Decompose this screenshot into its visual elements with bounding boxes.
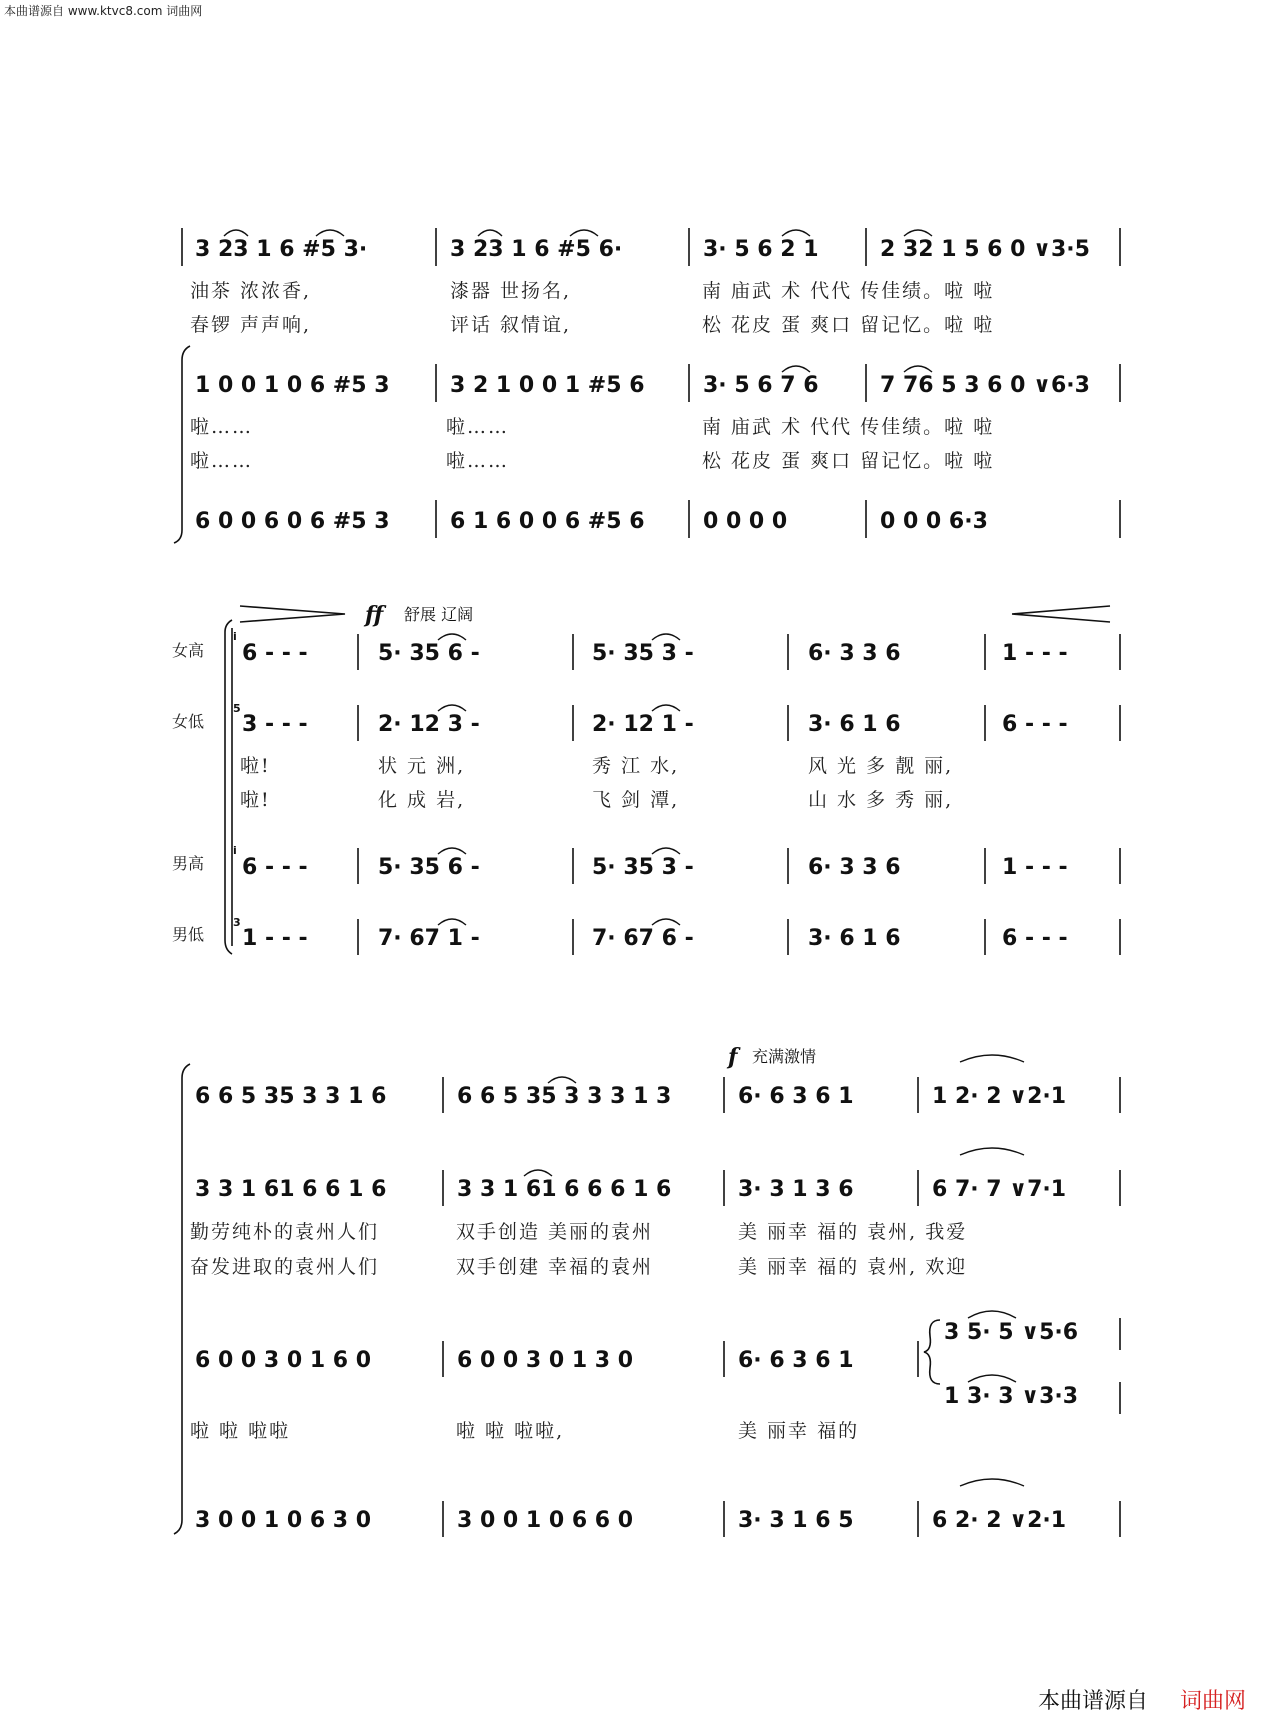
s1-r3-m1: 6 0 0 6 0 6 #5 3 xyxy=(195,509,390,534)
s1-ly1b-m2: 评话 叙情谊, xyxy=(450,314,572,336)
s3-lyr-r3-m3: 美 丽幸 福的 xyxy=(738,1420,860,1442)
s3-r1-m3: 6· 6 3 6 1 xyxy=(738,1084,854,1109)
s2-sop-octave-mark: i xyxy=(233,630,237,643)
s1-ly1a-m2: 漆器 世扬名, xyxy=(450,280,572,302)
s3-r3-m1: 6 0 0 3 0 1 6 0 xyxy=(195,1348,372,1373)
s2-lyr-b-m3: 飞 剑 潭, xyxy=(592,789,680,811)
s2-lyr-a-m2: 状 元 洲, xyxy=(378,755,466,777)
s3-r2-m1: 3 3 1 61 6 6 1 6 xyxy=(195,1177,387,1202)
s1-ly2a-m2: 啦…… xyxy=(446,416,510,438)
s2-bass-m5: 6 - - - xyxy=(1002,926,1068,951)
s2-ten-m3: 5· 35 3 - xyxy=(592,855,694,880)
s3-lyr-r3-m2: 啦 啦 啦啦, xyxy=(456,1420,565,1442)
part-label-bass: 男低 xyxy=(172,925,205,944)
s2-bass-m4: 3· 6 1 6 xyxy=(808,926,901,951)
s1-r1-m2: 3 23 1 6 #5 6· xyxy=(450,237,623,262)
footer-source-text: 本曲谱源自 xyxy=(1038,1689,1149,1714)
s2-ten-m1: 6 - - - xyxy=(242,855,308,880)
s3-lyr-a-m2: 双手创造 美丽的袁州 xyxy=(456,1221,654,1243)
system-bracket-top xyxy=(182,346,190,360)
tie xyxy=(968,1311,1016,1318)
s3-r4-m3: 3· 3 1 6 5 xyxy=(738,1508,854,1533)
system-bracket xyxy=(174,1078,182,1534)
s3-divisi-upper: 3 5· 5 ∨5·6 xyxy=(944,1320,1079,1345)
s1-ly2b-m2: 啦…… xyxy=(446,450,510,472)
tie xyxy=(960,1479,1024,1486)
s1-ly2a-m34: 南 庙武 术 代代 传佳绩。啦 啦 xyxy=(702,416,995,438)
part-label-sop: 女高 xyxy=(172,641,205,660)
s2-alto-m5: 6 - - - xyxy=(1002,712,1068,737)
s1-r2-m3: 3· 5 6 7 6 xyxy=(703,373,819,398)
slur xyxy=(438,705,466,711)
s2-lyr-a-m3: 秀 江 水, xyxy=(592,755,680,777)
tie xyxy=(968,1375,1016,1382)
slur xyxy=(316,230,344,236)
s1-r3-m3: 0 0 0 0 xyxy=(703,509,788,534)
s2-lyr-a-m1: 啦! xyxy=(240,755,271,777)
slur xyxy=(782,230,810,236)
s1-ly2b-m1: 啦…… xyxy=(190,450,254,472)
decrescendo-hairpin xyxy=(1012,606,1110,622)
crescendo-hairpin xyxy=(240,606,345,622)
s2-ten-m4: 6· 3 3 6 xyxy=(808,855,901,880)
slur xyxy=(438,634,466,640)
slur xyxy=(478,230,502,236)
slur xyxy=(570,230,598,236)
s2-sop-m2: 5· 35 6 - xyxy=(378,641,480,666)
s1-ly1a-m1: 油茶 浓浓香, xyxy=(190,280,312,302)
s2-bass-m1: 1 - - - xyxy=(242,926,308,951)
s2-alto-m3: 2· 12 1 - xyxy=(592,712,694,737)
s2-bass-pitch-mark: 3 xyxy=(233,916,241,929)
tie xyxy=(960,1055,1024,1062)
slur xyxy=(438,919,466,925)
s1-r1-m4: 2 32 1 5 6 0 ∨3·5 xyxy=(880,237,1090,262)
s1-r2-m2: 3 2 1 0 0 1 #5 6 xyxy=(450,373,645,398)
slur xyxy=(652,919,680,925)
s2-bass-m3: 7· 67 6 - xyxy=(592,926,694,951)
slur xyxy=(904,230,932,236)
s3-lyr-r3-m1: 啦 啦 啦啦 xyxy=(190,1420,291,1442)
s2-alto-m2: 2· 12 3 - xyxy=(378,712,480,737)
s1-r3-m4: 0 0 0 6·3 xyxy=(880,509,988,534)
part-label-ten: 男高 xyxy=(172,854,205,873)
expression-text: 舒展 辽阔 xyxy=(404,605,474,624)
s1-ly1b-m34: 松 花皮 蛋 爽口 留记忆。啦 啦 xyxy=(702,314,995,336)
s2-lyr-a-m45: 风 光 多 靓 丽, xyxy=(808,755,954,777)
s2-ten-octave-mark: i xyxy=(233,844,237,857)
s1-ly2b-m34: 松 花皮 蛋 爽口 留记忆。啦 啦 xyxy=(702,450,995,472)
s3-r1-m4: 1 2· 2 ∨2·1 xyxy=(932,1084,1067,1109)
s2-lyr-b-m45: 山 水 多 秀 丽, xyxy=(808,789,954,811)
s2-sop-m4: 6· 3 3 6 xyxy=(808,641,901,666)
slur xyxy=(438,848,466,854)
slur xyxy=(652,848,680,854)
system-bracket xyxy=(225,632,232,954)
s2-lyr-b-m2: 化 成 岩, xyxy=(378,789,466,811)
system-bracket-top xyxy=(225,620,232,632)
s3-divisi-lower: 1 3· 3 ∨3·3 xyxy=(944,1384,1079,1409)
s2-lyr-b-m1: 啦! xyxy=(240,789,271,811)
s2-ten-m5: 1 - - - xyxy=(1002,855,1068,880)
s3-lyr-a-m1: 勤劳纯朴的袁州人们 xyxy=(190,1221,380,1243)
s2-alto-pitch-mark: 5 xyxy=(233,702,241,715)
system-bracket xyxy=(174,360,182,543)
s3-lyr-a-m34: 美 丽幸 福的 袁州, 我爱 xyxy=(738,1221,968,1243)
slur xyxy=(652,634,680,640)
s1-r1-m1: 3 23 1 6 #5 3· xyxy=(195,237,368,262)
s3-lyr-b-m34: 美 丽幸 福的 袁州, 欢迎 xyxy=(738,1256,968,1278)
slur xyxy=(904,366,932,372)
tie xyxy=(960,1148,1024,1155)
system-1 xyxy=(174,228,1120,543)
s3-r4-m1: 3 0 0 1 0 6 3 0 xyxy=(195,1508,372,1533)
dynamic-f: f xyxy=(728,1044,738,1070)
s3-r2-m3: 3· 3 1 3 6 xyxy=(738,1177,854,1202)
s3-r2-m4: 6 7· 7 ∨7·1 xyxy=(932,1177,1067,1202)
s3-r4-m4: 6 2· 2 ∨2·1 xyxy=(932,1508,1067,1533)
s1-r3-m2: 6 1 6 0 0 6 #5 6 xyxy=(450,509,645,534)
part-label-alto: 女低 xyxy=(172,712,205,731)
s3-lyr-b-m1: 奋发进取的袁州人们 xyxy=(190,1256,380,1278)
system-bracket-top xyxy=(182,1064,190,1078)
system-2 xyxy=(172,602,1120,955)
s1-r2-m4: 7 76 5 3 6 0 ∨6·3 xyxy=(880,373,1090,398)
s2-sop-m5: 1 - - - xyxy=(1002,641,1068,666)
s3-r3-m2: 6 0 0 3 0 1 3 0 xyxy=(457,1348,634,1373)
s3-r1-m2: 6 6 5 35 3 3 3 1 3 xyxy=(457,1084,672,1109)
s2-ten-m2: 5· 35 6 - xyxy=(378,855,480,880)
s1-ly1b-m1: 春锣 声声响, xyxy=(190,314,312,336)
s3-r3-m3: 6· 6 3 6 1 xyxy=(738,1348,854,1373)
s2-sop-m1: 6 - - - xyxy=(242,641,308,666)
s3-r2-m2: 3 3 1 61 6 6 6 1 6 xyxy=(457,1177,672,1202)
s2-bass-m2: 7· 67 1 - xyxy=(378,926,480,951)
slur xyxy=(782,366,810,372)
expression-text: 充满激情 xyxy=(752,1047,817,1066)
slur xyxy=(224,230,248,236)
s1-r1-m3: 3· 5 6 2 1 xyxy=(703,237,819,262)
slur xyxy=(524,1170,552,1176)
footer-site-link[interactable]: 词曲网 xyxy=(1180,1689,1247,1714)
s3-r1-m1: 6 6 5 35 3 3 1 6 xyxy=(195,1084,387,1109)
s1-r2-m1: 1 0 0 1 0 6 #5 3 xyxy=(195,373,390,398)
slur xyxy=(652,705,680,711)
s2-alto-m4: 3· 6 1 6 xyxy=(808,712,901,737)
s2-sop-m3: 5· 35 3 - xyxy=(592,641,694,666)
header-watermark: 本曲谱源自 www.ktvc8.com 词曲网 xyxy=(4,4,203,18)
s3-lyr-b-m2: 双手创建 幸福的袁州 xyxy=(456,1256,654,1278)
s3-r4-m2: 3 0 0 1 0 6 6 0 xyxy=(457,1508,634,1533)
s2-alto-m1: 3 - - - xyxy=(242,712,308,737)
s1-ly2a-m1: 啦…… xyxy=(190,416,254,438)
system-3 xyxy=(174,1044,1120,1537)
dynamic-ff: ff xyxy=(365,602,384,628)
slur xyxy=(548,1077,576,1083)
divisi-brace xyxy=(924,1320,940,1384)
s1-ly1a-m34: 南 庙武 术 代代 传佳绩。啦 啦 xyxy=(702,280,995,302)
